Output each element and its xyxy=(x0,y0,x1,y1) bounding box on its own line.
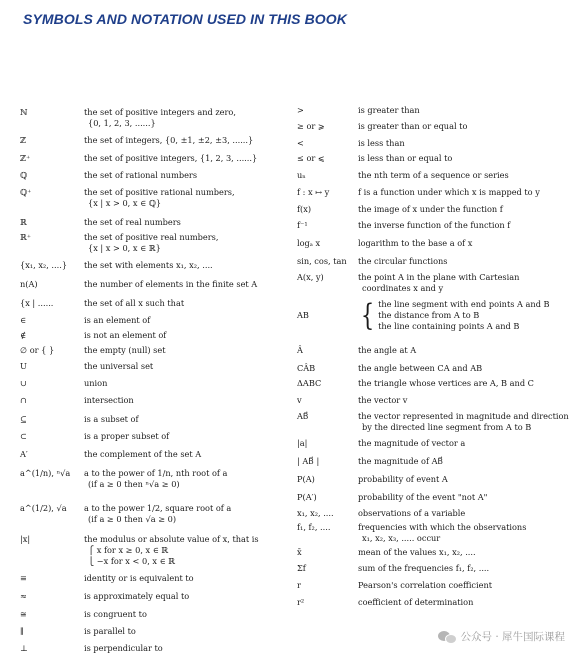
meaning-line: the complement of the set A xyxy=(84,449,202,459)
symbol-meaning xyxy=(358,580,565,591)
left-symbol-row xyxy=(20,414,282,425)
page-title: SYMBOLS AND NOTATION USED IN THIS BOOK xyxy=(23,11,347,27)
meaning-line: identity or is equivalent to xyxy=(84,573,194,583)
meaning-line: is perpendicular to xyxy=(84,643,163,653)
symbol: | AB⃗ | xyxy=(297,456,320,466)
meaning-line: the set of positive integers, {1, 2, 3, ......} xyxy=(84,153,258,163)
symbol: ⊥ xyxy=(20,643,28,653)
symbol: P(A′) xyxy=(297,492,317,502)
right-symbol-row xyxy=(297,522,565,544)
left-symbol-row xyxy=(20,626,282,637)
symbol-meaning xyxy=(358,220,565,231)
right-symbol-row xyxy=(297,299,565,332)
meaning-line: the set of real numbers xyxy=(84,217,181,227)
symbol: {x₁, x₂, ....} xyxy=(20,260,68,270)
meaning-line: the vector represented in magnitude and direction xyxy=(358,411,569,421)
right-symbol-row xyxy=(297,121,565,132)
symbol: x̄ xyxy=(297,547,302,557)
meaning-line: the triangle whose vertices are A, B and C xyxy=(358,378,534,388)
symbol-meaning xyxy=(84,153,282,164)
symbol: Â xyxy=(297,345,303,355)
meaning-line: the line containing points A and B xyxy=(378,321,520,331)
meaning-line: the set of positive integers and zero, xyxy=(84,107,236,117)
meaning-line: the distance from A to B xyxy=(378,310,480,320)
symbol: x₁, x₂, .... xyxy=(297,508,334,518)
meaning-line: the modulus or absolute value of x, that is xyxy=(84,534,259,544)
symbol: ≅ xyxy=(20,609,27,619)
symbol: v xyxy=(297,395,302,405)
symbol: < xyxy=(297,138,304,148)
brace-glyph: { xyxy=(360,297,375,333)
symbol-meaning xyxy=(84,395,282,406)
symbol: ≤ or ⩽ xyxy=(297,153,325,163)
symbol: ∥ xyxy=(20,626,24,636)
symbol: f₁, f₂, .... xyxy=(297,522,331,532)
meaning-line: the image of x under the function f xyxy=(358,204,503,214)
symbol: ≥ or ⩾ xyxy=(297,121,325,131)
symbol-meaning xyxy=(358,105,565,116)
symbol-meaning xyxy=(358,256,565,267)
symbol-meaning xyxy=(84,378,282,389)
symbol-meaning xyxy=(358,456,565,467)
meaning-line: the inverse function of the function f xyxy=(358,220,511,230)
right-symbol-row xyxy=(297,170,565,181)
symbol-meaning xyxy=(358,563,565,574)
symbol-meaning xyxy=(358,492,565,503)
left-symbol-row xyxy=(20,431,282,442)
meaning-line: the set of positive real numbers, xyxy=(84,232,219,242)
left-symbol-row xyxy=(20,170,282,181)
meaning-line: the angle between CA and AB xyxy=(358,363,483,373)
symbol-meaning xyxy=(84,345,282,356)
symbol-meaning xyxy=(358,597,565,608)
right-symbol-row xyxy=(297,508,565,519)
symbol-meaning xyxy=(84,414,282,425)
right-symbol-row xyxy=(297,547,565,558)
meaning-line: the angle at A xyxy=(358,345,417,355)
left-symbol-row xyxy=(20,153,282,164)
right-symbol-row xyxy=(297,492,565,503)
right-symbol-row xyxy=(297,580,565,591)
meaning-line: the magnitude of vector a xyxy=(358,438,466,448)
meaning-line: frequencies with which the observations xyxy=(358,522,527,532)
meaning-line: ⎧ x for x ≥ 0, x ∈ ℝ xyxy=(88,545,169,555)
symbol-meaning xyxy=(358,438,565,449)
left-symbol-row xyxy=(20,315,282,326)
right-symbol-row xyxy=(297,138,565,149)
meaning-line: is a subset of xyxy=(84,414,139,424)
symbol-meaning xyxy=(84,107,282,129)
symbol: ⊆ xyxy=(20,414,27,424)
meaning-line: (if a ≥ 0 then √a ≥ 0) xyxy=(88,514,177,524)
left-symbol-row xyxy=(20,345,282,356)
symbol: A(x, y) xyxy=(297,272,324,282)
symbol-meaning xyxy=(84,468,282,490)
symbol: uₙ xyxy=(297,170,306,180)
left-symbol-row xyxy=(20,361,282,372)
symbol: r xyxy=(297,580,301,590)
meaning-line: is congruent to xyxy=(84,609,147,619)
symbol-meaning xyxy=(358,345,565,356)
meaning-line: the nth term of a sequence or series xyxy=(358,170,509,180)
meaning-line: is greater than xyxy=(358,105,420,115)
symbol: ∩ xyxy=(20,395,27,405)
meaning-line: the point A in the plane with Cartesian xyxy=(358,272,520,282)
symbol: U xyxy=(20,361,27,371)
symbol: n(A) xyxy=(20,279,38,289)
symbol-meaning xyxy=(84,330,282,341)
symbol-meaning xyxy=(358,299,565,332)
meaning-line: by the directed line segment from A to B xyxy=(362,422,532,432)
right-symbol-row xyxy=(297,345,565,356)
right-symbol-row xyxy=(297,456,565,467)
symbol: CÂB xyxy=(297,363,316,373)
symbol: ΔABC xyxy=(297,378,322,388)
left-symbol-row xyxy=(20,503,282,525)
meaning-line: sum of the frequencies f₁, f₂, .... xyxy=(358,563,490,573)
meaning-line: (if a ≥ 0 then ⁿ√a ≥ 0) xyxy=(88,479,180,489)
meaning-line: observations of a variable xyxy=(358,508,466,518)
meaning-line: the set with elements x₁, x₂, .... xyxy=(84,260,213,270)
symbol: r² xyxy=(297,597,305,607)
meaning-line: {x | x > 0, x ∈ ℚ} xyxy=(88,198,162,208)
symbol-meaning xyxy=(358,153,565,164)
symbol-meaning xyxy=(358,170,565,181)
meaning-line: the vector v xyxy=(358,395,408,405)
meaning-line: is approximately equal to xyxy=(84,591,190,601)
symbol: f(x) xyxy=(297,204,312,214)
left-symbol-row xyxy=(20,395,282,406)
watermark-text: 公众号 · 犀牛国际课程 xyxy=(460,631,565,643)
meaning-line: intersection xyxy=(84,395,134,405)
meaning-line: the set of positive rational numbers, xyxy=(84,187,235,197)
left-symbol-row xyxy=(20,378,282,389)
left-symbol-row xyxy=(20,187,282,209)
meaning-line: is parallel to xyxy=(84,626,136,636)
right-symbol-row xyxy=(297,597,565,608)
meaning-line: is less than or equal to xyxy=(358,153,453,163)
meaning-line: the set of integers, {0, ±1, ±2, ±3, ......} xyxy=(84,135,254,145)
meaning-line: mean of the values x₁, x₂, .... xyxy=(358,547,476,557)
symbol: ℤ xyxy=(20,135,26,145)
symbol: Σf xyxy=(297,563,306,573)
symbol: A′ xyxy=(20,449,28,459)
symbol-meaning xyxy=(84,431,282,442)
left-symbol-row xyxy=(20,135,282,146)
symbol-meaning xyxy=(358,138,565,149)
symbol-meaning xyxy=(84,626,282,637)
symbol: f⁻¹ xyxy=(297,220,308,230)
right-symbol-row xyxy=(297,378,565,389)
symbol: |x| xyxy=(20,534,31,544)
symbol: > xyxy=(297,105,304,115)
symbol-meaning xyxy=(84,232,282,254)
symbol: ℝ⁺ xyxy=(20,232,32,242)
meaning-line: coordinates x and y xyxy=(362,283,444,293)
meaning-line: the line segment with end points A and B xyxy=(378,299,550,309)
left-symbol-row xyxy=(20,468,282,490)
meaning-line: the empty (null) set xyxy=(84,345,166,355)
symbol: {x | ...... xyxy=(20,298,54,308)
symbol-meaning xyxy=(84,573,282,584)
symbol-meaning xyxy=(84,217,282,228)
right-symbol-row xyxy=(297,187,565,198)
symbol: |a| xyxy=(297,438,308,448)
left-symbol-row xyxy=(20,643,282,654)
meaning-line: f is a function under which x is mapped to y xyxy=(358,187,540,197)
left-symbol-row xyxy=(20,107,282,129)
left-symbol-row xyxy=(20,217,282,228)
meaning-line: is less than xyxy=(358,138,405,148)
left-symbol-row xyxy=(20,609,282,620)
right-symbol-row xyxy=(297,272,565,294)
meaning-line: the number of elements in the finite set A xyxy=(84,279,258,289)
left-symbol-row xyxy=(20,591,282,602)
symbol-meaning xyxy=(358,474,565,485)
symbol: ∈ xyxy=(20,315,27,325)
right-symbol-row xyxy=(297,563,565,574)
meaning-line: {x | x > 0, x ∈ ℝ} xyxy=(88,243,161,253)
symbol-meaning xyxy=(84,170,282,181)
symbol-meaning xyxy=(358,204,565,215)
symbol-meaning xyxy=(358,238,565,249)
symbol-meaning xyxy=(358,547,565,558)
meaning-line: is a proper subset of xyxy=(84,431,170,441)
symbol-meaning xyxy=(84,591,282,602)
symbol-meaning xyxy=(358,411,569,433)
meaning-line: the universal set xyxy=(84,361,154,371)
meaning-line: the magnitude of AB⃗ xyxy=(358,456,444,466)
symbol-meaning xyxy=(84,260,282,271)
symbol: ℚ xyxy=(20,170,28,180)
symbol-meaning xyxy=(358,187,565,198)
meaning-line: probability of the event "not A" xyxy=(358,492,488,502)
symbol-meaning xyxy=(84,187,282,209)
right-symbol-row xyxy=(297,363,565,374)
meaning-line: logarithm to the base a of x xyxy=(358,238,473,248)
symbol: ⊂ xyxy=(20,431,27,441)
symbol-meaning xyxy=(84,449,282,460)
symbol: AB⃗ xyxy=(297,411,309,421)
symbol-meaning xyxy=(84,534,282,567)
right-symbol-row xyxy=(297,238,565,249)
left-symbol-row xyxy=(20,330,282,341)
left-symbol-row xyxy=(20,449,282,460)
meaning-line: the set of all x such that xyxy=(84,298,185,308)
symbol-meaning xyxy=(84,298,282,309)
symbol: P(A) xyxy=(297,474,315,484)
right-symbol-row xyxy=(297,220,565,231)
symbol-meaning xyxy=(358,272,565,294)
left-symbol-row xyxy=(20,573,282,584)
meaning-line: the circular functions xyxy=(358,256,448,266)
right-symbol-row xyxy=(297,395,565,406)
left-symbol-row xyxy=(20,260,282,271)
meaning-line: union xyxy=(84,378,108,388)
right-symbol-row xyxy=(297,438,565,449)
symbol-meaning xyxy=(84,135,282,146)
left-symbol-row xyxy=(20,298,282,309)
meaning-line: ⎩ −x for x < 0, x ∈ ℝ xyxy=(88,556,176,566)
symbol-meaning xyxy=(84,643,282,654)
meaning-line: Pearson's correlation coefficient xyxy=(358,580,493,590)
symbol: ∅ or { } xyxy=(20,345,55,355)
symbol-meaning xyxy=(358,508,565,519)
right-symbol-row xyxy=(297,411,569,433)
symbol: a^(1/n), ⁿ√a xyxy=(20,468,71,478)
symbol: sin, cos, tan xyxy=(297,256,347,266)
symbol-meaning xyxy=(84,609,282,620)
meaning-line: a to the power of 1/n, nth root of a xyxy=(84,468,228,478)
right-symbol-row xyxy=(297,105,565,116)
symbol: ℕ xyxy=(20,107,28,117)
meaning-line: {0, 1, 2, 3, ......} xyxy=(88,118,156,128)
wechat-icon xyxy=(438,630,456,644)
symbol: ℚ⁺ xyxy=(20,187,32,197)
meaning-line: x₁, x₂, x₃, ..... occur xyxy=(362,533,441,543)
right-symbol-row xyxy=(297,474,565,485)
left-symbol-row xyxy=(20,279,282,290)
symbol-meaning xyxy=(84,315,282,326)
symbol-meaning xyxy=(358,363,565,374)
symbol-meaning xyxy=(84,279,282,290)
symbol: ∪ xyxy=(20,378,27,388)
symbol-meaning xyxy=(358,522,565,544)
symbol: ∉ xyxy=(20,330,27,340)
right-symbol-row xyxy=(297,153,565,164)
left-symbol-row xyxy=(20,232,282,254)
watermark xyxy=(438,629,565,644)
symbol: AB xyxy=(297,310,309,320)
symbol: logₐ x xyxy=(297,238,321,248)
meaning-line: the set of rational numbers xyxy=(84,170,198,180)
left-symbol-row xyxy=(20,534,282,567)
symbol-meaning xyxy=(84,503,282,525)
meaning-line: is not an element of xyxy=(84,330,167,340)
symbol: f : x ↦ y xyxy=(297,187,330,197)
symbol: ≈ xyxy=(20,591,27,601)
right-symbol-row xyxy=(297,204,565,215)
symbol-meaning xyxy=(358,378,565,389)
symbol-meaning xyxy=(358,395,565,406)
symbol: ℝ xyxy=(20,217,27,227)
symbol: ≡ xyxy=(20,573,27,583)
meaning-line: is an element of xyxy=(84,315,151,325)
symbol-meaning xyxy=(358,121,565,132)
meaning-line: is greater than or equal to xyxy=(358,121,468,131)
meaning-line: probability of event A xyxy=(358,474,448,484)
symbol: a^(1/2), √a xyxy=(20,503,67,513)
symbol-meaning xyxy=(84,361,282,372)
right-symbol-row xyxy=(297,256,565,267)
meaning-line: a to the power 1/2, square root of a xyxy=(84,503,232,513)
symbol: ℤ⁺ xyxy=(20,153,31,163)
meaning-line: coefficient of determination xyxy=(358,597,474,607)
